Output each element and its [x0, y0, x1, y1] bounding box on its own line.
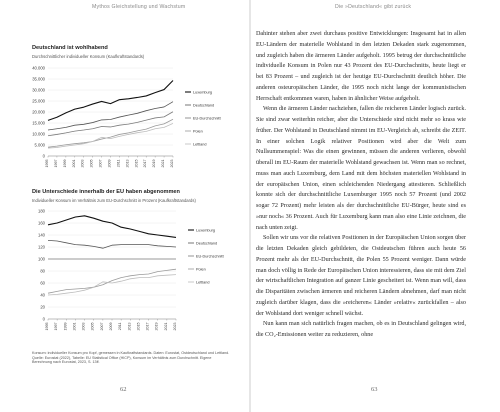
series-line	[48, 119, 173, 147]
y-tick-label: 10.000	[32, 131, 45, 137]
x-tick-label: 2015	[136, 322, 141, 331]
chart2-svg	[28, 207, 243, 339]
x-tick-label: 2011	[118, 322, 123, 331]
page-number-right: 63	[371, 386, 378, 393]
legend-label: Polen	[196, 267, 206, 272]
x-tick-label: 2023	[173, 322, 177, 331]
x-tick-label: 1995	[45, 159, 49, 168]
y-tick-label: 35.000	[32, 76, 45, 82]
y-tick-label: 80	[40, 268, 45, 274]
legend-label: Luxemburg	[196, 228, 215, 233]
series-line	[48, 112, 173, 136]
y-tick-label: 0	[42, 153, 45, 159]
y-tick-label: 5.000	[34, 142, 45, 148]
x-tick-label: 2021	[161, 159, 166, 168]
paragraph: Wenn die ärmeren Länder nachziehen, fallen die reicheren Länder logisch zurück. Sie sind zwar weiterhin reicher, aber die Unterschiede sind nicht mehr so krass wie früher. Der Wohlstand in Deutschland nimmt im EU-Vergleich ab, schreibt die ZEIT. In einer solchen Logik relativer Positionen wird aber die Welt zum Nullsummenspiel: Was die einen gewinnen, müssen die anderen verlieren, obwohl überall im EU-Raum der materielle Wohlstand gewachsen ist. Wenn man so rechnet, muss man auch Luxemburg, dem Land mit dem höchsten materiellen Wohlstand in der europäischen Union, einen schleichenden Niedergang attestieren. Schließlich konnte sich der durchschnittliche Luxemburger 1995 noch 57 Prozent (und 2002 sogar 72 Prozent) mehr leisten als der durchschnittliche EU-Bürger, heute sind es »nur noch« 36 Prozent. Auch für Luxemburg kann man also eine Linie zeichnen, die nach unten zeigt.	[256, 106, 466, 231]
legend-label: Polen	[193, 129, 203, 134]
series-line	[48, 269, 176, 293]
left-page	[0, 0, 249, 412]
x-tick-label: 2013	[125, 159, 130, 168]
x-tick-label: 2009	[107, 159, 112, 168]
page-number-left: 62	[120, 386, 127, 393]
y-tick-label: 30.000	[32, 87, 45, 93]
legend-label: Lettland	[196, 280, 210, 285]
x-tick-label: 2017	[143, 159, 148, 168]
paragraph: Nun kann man sich natürlich fragen machen, ob es in Deutschland gelingen wird, die CO₂-Emissionen weiter zu reduzieren, ohne	[256, 321, 466, 338]
y-tick-label: 120	[38, 244, 45, 250]
series-line	[48, 275, 176, 295]
x-tick-label: 1997	[54, 322, 59, 331]
legend-label: EU-Durchschnitt	[193, 116, 221, 121]
x-tick-label: 1995	[45, 322, 49, 331]
x-tick-label: 2003	[80, 159, 85, 168]
x-tick-label: 1999	[63, 322, 68, 331]
legend-label: Lettland	[193, 142, 207, 147]
series-line	[48, 216, 176, 238]
y-tick-label: 20.000	[32, 109, 45, 115]
x-tick-label: 1997	[53, 159, 58, 168]
y-tick-label: 25.000	[32, 98, 45, 104]
figure-caption: Konsum: individueller Konsum pro Kopf, gemessen in Kaufkraftstandards. Daten: Eurostat, Ostdeutschland und Lettland. Quelle: Eurostat (2022), Tabelle: EU Statistical Office (HICP), Konsum im Verhältnis zum Durchschnitt. Eigene Berechnung nach Eurostat, 2023, S. 13ff.	[32, 351, 230, 365]
x-tick-label: 1999	[62, 159, 67, 168]
x-tick-label: 2023	[170, 159, 174, 168]
legend-label: Deutschland	[193, 103, 215, 108]
y-tick-label: 20	[40, 304, 45, 310]
x-tick-label: 2013	[127, 322, 132, 331]
x-tick-label: 2003	[81, 322, 86, 331]
legend-label: Luxemburg	[193, 90, 212, 95]
y-tick-label: 40	[40, 292, 45, 298]
y-tick-label: 180	[38, 208, 45, 214]
x-tick-label: 2005	[89, 159, 94, 168]
x-tick-label: 2001	[71, 159, 76, 168]
series-line	[48, 81, 173, 121]
x-tick-label: 2019	[152, 159, 157, 168]
x-tick-label: 2017	[145, 322, 150, 331]
x-tick-label: 2007	[98, 159, 103, 168]
body-text	[256, 29, 466, 341]
running-head-left: Mythos Gleichstellung und Wachstum	[92, 4, 186, 10]
y-tick-label: 140	[38, 232, 45, 238]
chart1-title: Deutschland ist wohlhabend	[32, 45, 108, 51]
x-tick-label: 2009	[109, 322, 113, 331]
y-tick-label: 0	[42, 316, 45, 322]
x-tick-label: 2015	[134, 159, 139, 168]
paragraph: Sollen wir uns vor die relativen Positionen in der Europäischen Union sorgen über die letzten Dekaden gleich gebildeten, die Ostdeutschen führen auch heute 56 Prozent mehr als der EU-Durchschnitt, die Polen 55 Prozent weniger. Dann würde man doch völlig in Rede der Europäischen Union interessieren, dass sie mit dem Ziel der wirtschaftlichen Integration auf ganzer Linie gescheitert ist. Wenn man will, dass die Disparitäten zwischen ärmeren und reicheren Ländern abnehmen, darf man nicht zugleich darüber klagen, dass die »reicheren« Länder »relativ« zurückfallen – also der Wohlstand dort weniger schnell wächst.	[256, 235, 466, 317]
y-tick-label: 60	[40, 280, 45, 286]
x-tick-label: 2011	[116, 159, 121, 168]
x-tick-label: 2001	[72, 322, 77, 331]
y-tick-label: 100	[38, 256, 45, 262]
chart1-subtitle: Durchschnittlicher individueller Konsum (Kaufkraftstandards)	[32, 54, 145, 59]
chart2-title: Die Unterschiede innerhalb der EU haben abgenommen	[32, 189, 180, 195]
y-tick-label: 15.000	[32, 120, 45, 126]
legend-label: Deutschland	[196, 241, 218, 246]
legend-label: EU-Durchschnitt	[196, 254, 224, 259]
paragraph: Dahinter stehen aber zwei durchaus positive Entwicklungen: Insgesamt hat in allen EU-Ländern der materielle Wohlstand in den letzten Dekaden stark zugenommen, und zugleich haben die ärmeren Länder aufgeholt. 1995 betrug der durchschnittliche individuelle Konsum in Polen nur 43 Prozent des EU-Durchschnitts, heute liegt er bei 83 Prozent – und zugleich ist der heutige EU-Durchschnitt deutlich höher. Die anderen osteuropäischen Länder, die 1995 noch nicht lange der kommunistischen Herrschaft entkommen waren, haben in ähnlicher Weise aufgeholt.	[256, 31, 466, 102]
x-tick-label: 2005	[90, 322, 95, 331]
y-tick-label: 160	[38, 220, 45, 226]
x-tick-label: 2019	[154, 322, 159, 331]
running-head-right: Die »Deutschland« gibt zurück	[335, 4, 412, 10]
x-tick-label: 2021	[163, 322, 168, 331]
chart1-svg	[28, 64, 243, 176]
x-tick-label: 2007	[99, 322, 104, 331]
y-tick-label: 40.000	[32, 65, 45, 71]
chart2-subtitle: Individueller Konsum im Verhältnis zum EU-Durchschnitt in Prozent (Kaufkraftstandards)	[32, 198, 196, 203]
